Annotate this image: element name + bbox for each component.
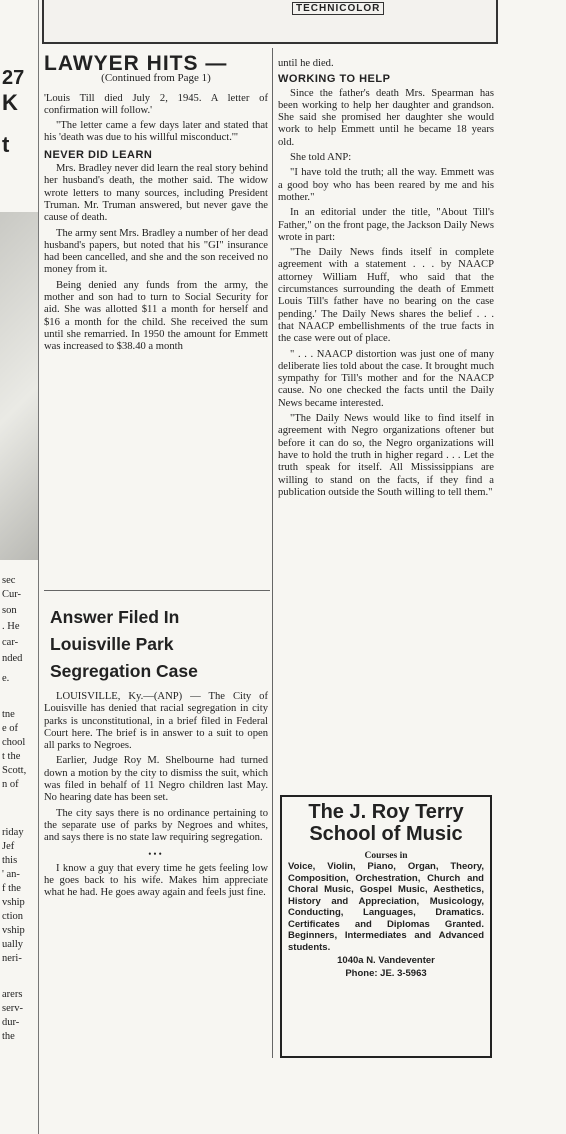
paragraph: Mrs. Bradley never did learn the real story behind her husband's death, the mother said. The widow wrote letters to many sources, including President Truman. Mr. Truman answered, but never gave the cause of death. (44, 163, 268, 224)
headline-line: Segregation Case (50, 661, 198, 681)
paragraph: The city says there is no ordinance pertaining to the separate use of parks by Negroes and whites, and says there is no state law requiring segregation. (44, 807, 268, 844)
paragraph: "The letter came a few days later and stated that his 'death was due to his willful misconduct.'" (44, 120, 268, 144)
strip-text: dur- (2, 1017, 20, 1028)
paragraph: Being denied any funds from the army, the mother and son had to turn to Social Security for aid. She was allotted $11 a month for herself and $16 a month for the child. She received the sum until she remarried. In 1950 the amount for Emmett was increased to $38.40 a month (44, 279, 268, 353)
strip-text: e of (2, 723, 19, 734)
continued-note: (Continued from Page 1) (101, 72, 211, 85)
strip-text: t (2, 132, 10, 157)
technicolor-badge: TECHNICOLOR (292, 2, 384, 15)
strip-text: K (2, 90, 18, 115)
paragraph: "The Daily News would like to find itself in agreement with Negro organizations oftener but before it can do so, the Negro organizations will have to hold the truth in higher regard . . . Let the truth speak for itself. All Mississippians are willing to stand on the facts, if they find a publication outside the South willing to tell them." (278, 413, 494, 498)
strip-text: e. (2, 673, 10, 684)
strip-text: neri- (2, 953, 22, 964)
headline-line: Answer Filed In (50, 607, 180, 627)
strip-text: t the (2, 751, 21, 762)
strip-text: chool (2, 737, 26, 748)
ad-title-line: School of Music (309, 823, 463, 845)
paragraph: "I have told the truth; all the way. Emmett was a good boy who has been reared by me and his mother." (278, 167, 494, 203)
paragraph: " . . . NAACP distortion was just one of many deliberate lies told about the case. It brought much sympathy for Till's mother and for the NAACP cause. No one checked the facts until the Daily News became interested. (278, 348, 494, 409)
filler-paragraph: I know a guy that every time he gets feeling low he goes back to his wife. Makes him appreciate what he had. He goes away again and feels just fine. (44, 862, 268, 899)
strip-text: f the (2, 883, 21, 894)
strip-text: vship (2, 897, 25, 908)
strip-text: nded (2, 653, 23, 664)
story-lawyer-hits (44, 52, 268, 357)
column-rule (272, 48, 273, 1058)
ad-courses-text: Voice, Violin, Piano, Organ, Theory, Composition, Orchestration, Church and Choral Music, Gospel Music, Aesthetics, History and Appreciation, Musicology, Conducting, Languages, Dramatics. Certificates and Diplomas Granted. Beginners, Intermediates and Advanced students. (288, 861, 484, 953)
strip-text: sec (2, 575, 16, 586)
strip-text: n of (2, 779, 19, 790)
top-ad-fragment (42, 0, 498, 44)
paragraph: In an editorial under the title, "About Till's Father," on the front page, the Jackson Daily News wrote in part: (278, 207, 494, 243)
ad-address: 1040a N. Vandeventer (337, 955, 435, 966)
strip-text: vship (2, 925, 25, 936)
story-louisville-park (44, 604, 268, 903)
paragraph: LOUISVILLE, Ky.—(ANP) — The City of Louisville has denied that racial segregation in city parks is unconstitutional, in a brief filed in Federal Court here. The brief is in answer to a suit to open all parks to Negroes. (44, 691, 268, 752)
strip-text: arers (2, 989, 23, 1000)
strip-text: serv- (2, 1003, 23, 1014)
story-lawyer-hits-continued (278, 58, 494, 502)
strip-text: the (2, 1031, 15, 1042)
strip-text: Cur- (2, 589, 22, 600)
paragraph: The army sent Mrs. Bradley a number of her dead husband's papers, but noted that his "GI" insurance had been cancelled, and she and the son received no money from it. (44, 227, 268, 276)
subhead-working-to-help: WORKING TO HELP (278, 73, 391, 86)
paragraph: until he died. (278, 58, 334, 69)
cropped-photo (0, 212, 38, 560)
strip-text: ' an- (2, 869, 20, 880)
strip-text: tne (2, 709, 15, 720)
strip-text: riday (2, 827, 24, 838)
strip-text: car- (2, 637, 19, 648)
paragraph: Since the father's death Mrs. Spearman has been working to help her daughter and grandson. She said she promised her daughter she would work to help Emmett until he became 18 years old. (278, 87, 494, 148)
ad-title (288, 801, 484, 845)
paragraph: She told ANP: (290, 152, 352, 164)
strip-text: ction (2, 911, 23, 922)
strip-text: this (2, 855, 18, 866)
left-column-fragment (0, 0, 39, 1134)
paragraph: 'Louis Till died July 2, 1945. A letter of confirmation will follow.' (44, 92, 268, 116)
strip-text: . He (2, 621, 20, 632)
paragraph: "The Daily News finds itself in complete agreement with a statement . . . by NAACP attorney William Huff, who said that the circumstances surrounding the death of Emmett Louis Till's father have no bearing on the case pending.' The Daily News shares the belief . . . that NAACP embellishments of the true facts in the case were out of place. (278, 247, 494, 345)
headline-line: Louisville Park (50, 634, 174, 654)
subhead-never-did-learn: NEVER DID LEARN (44, 148, 153, 161)
headline-lawyer-hits: LAWYER HITS — (44, 52, 228, 75)
strip-text: son (2, 605, 17, 616)
headline-louisville (50, 604, 268, 685)
ad-phone: Phone: JE. 3-5963 (345, 968, 427, 979)
strip-text: ually (2, 939, 23, 950)
strip-text: Jef (2, 841, 15, 852)
strip-text: Scott, (2, 765, 27, 776)
paragraph: Earlier, Judge Roy M. Shelbourne had turned down a motion by the city to dismiss the suit, which was filed in behalf of 11 Negro children last May. No hearing date has been set. (44, 755, 268, 804)
music-school-ad (280, 795, 492, 1058)
ornament-divider: ••• (148, 848, 164, 859)
ad-courses-label: Courses in (364, 851, 408, 861)
strip-text: 27 (2, 67, 25, 89)
story-divider (44, 590, 270, 591)
ad-title-line: The J. Roy Terry (308, 801, 464, 823)
